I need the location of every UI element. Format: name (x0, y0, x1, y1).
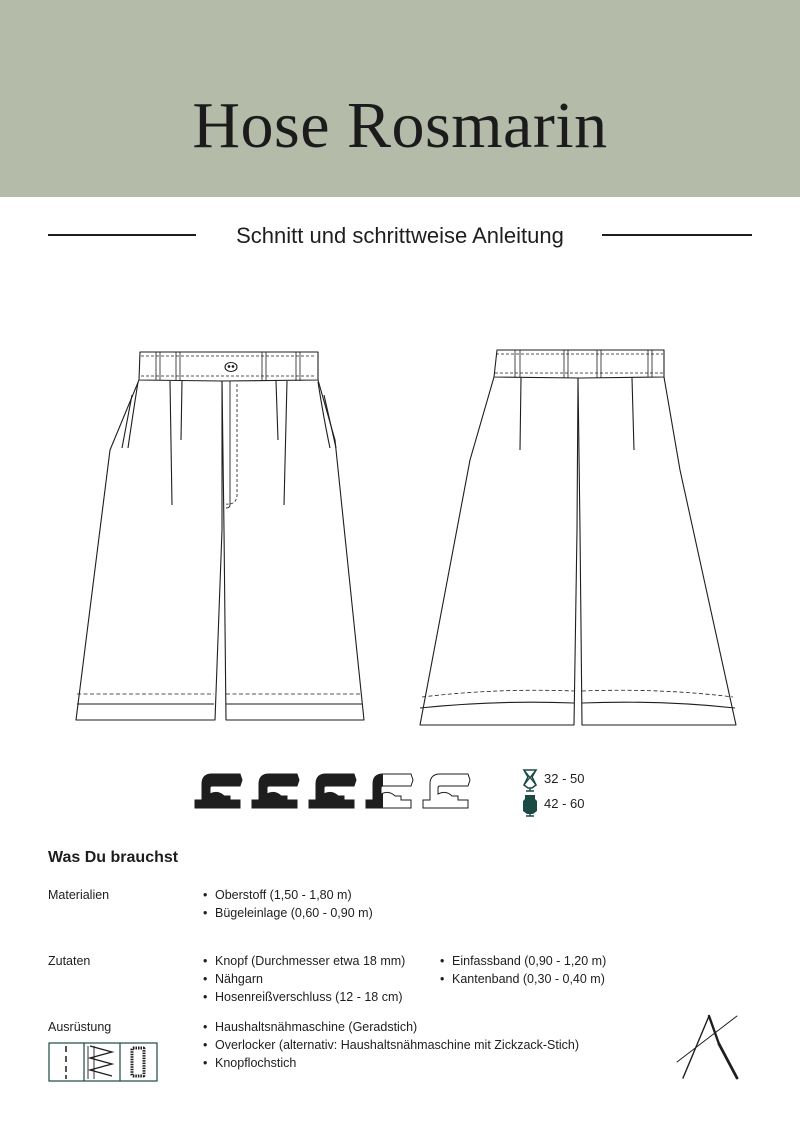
subtitle-rule-right (602, 234, 752, 236)
brand-logo-icon (675, 1014, 745, 1080)
supplies-label: Zutaten (48, 954, 91, 968)
front-view-drawing (76, 352, 364, 720)
technical-drawing (0, 330, 800, 740)
subtitle-row (48, 222, 752, 252)
sewing-machine-outline-icon (423, 774, 470, 808)
sewing-machine-half-icon (366, 774, 413, 808)
supplies-list-right (440, 952, 606, 988)
list-item: • Kantenband (0,30 - 0,40 m) (440, 970, 606, 988)
list-item: • Knopflochstich (203, 1054, 579, 1072)
subtitle: Schnitt und schrittweise Anleitung (236, 223, 564, 248)
dress-form-icon (520, 768, 540, 792)
size-label: 42 - 60 (544, 796, 585, 811)
dress-form-filled-icon (520, 793, 540, 817)
size-label: 32 - 50 (544, 771, 585, 786)
list-item: • Oberstoff (1,50 - 1,80 m) (203, 886, 373, 904)
subtitle-rule-left (48, 234, 196, 236)
supplies-list-left (203, 952, 405, 1006)
sewing-machine-icon (309, 774, 356, 808)
list-item: • Haushaltsnähmaschine (Geradstich) (203, 1018, 579, 1036)
pattern-title: Hose Rosmarin (192, 89, 608, 162)
difficulty-rating (190, 770, 480, 810)
list-item: • Hosenreißverschluss (12 - 18 cm) (203, 988, 405, 1006)
list-item: • Einfassband (0,90 - 1,20 m) (440, 952, 606, 970)
stitch-types-icon (48, 1042, 158, 1082)
equipment-list (203, 1018, 579, 1072)
sewing-machine-icon (195, 774, 242, 808)
list-item: • Bügeleinlage (0,60 - 0,90 m) (203, 904, 373, 922)
materials-list (203, 886, 373, 922)
materials-label: Materialien (48, 888, 110, 902)
list-item: • Knopf (Durchmesser etwa 18 mm) (203, 952, 405, 970)
sewing-machine-icon (252, 774, 299, 808)
list-item: • Nähgarn (203, 970, 405, 988)
back-view-drawing (420, 350, 736, 725)
equipment-label: Ausrüstung (48, 1020, 112, 1034)
section-title: Was Du brauchst (48, 849, 179, 866)
list-item: • Overlocker (alternativ: Haushaltsnähmaschine mit Zickzack-Stich) (203, 1036, 579, 1054)
